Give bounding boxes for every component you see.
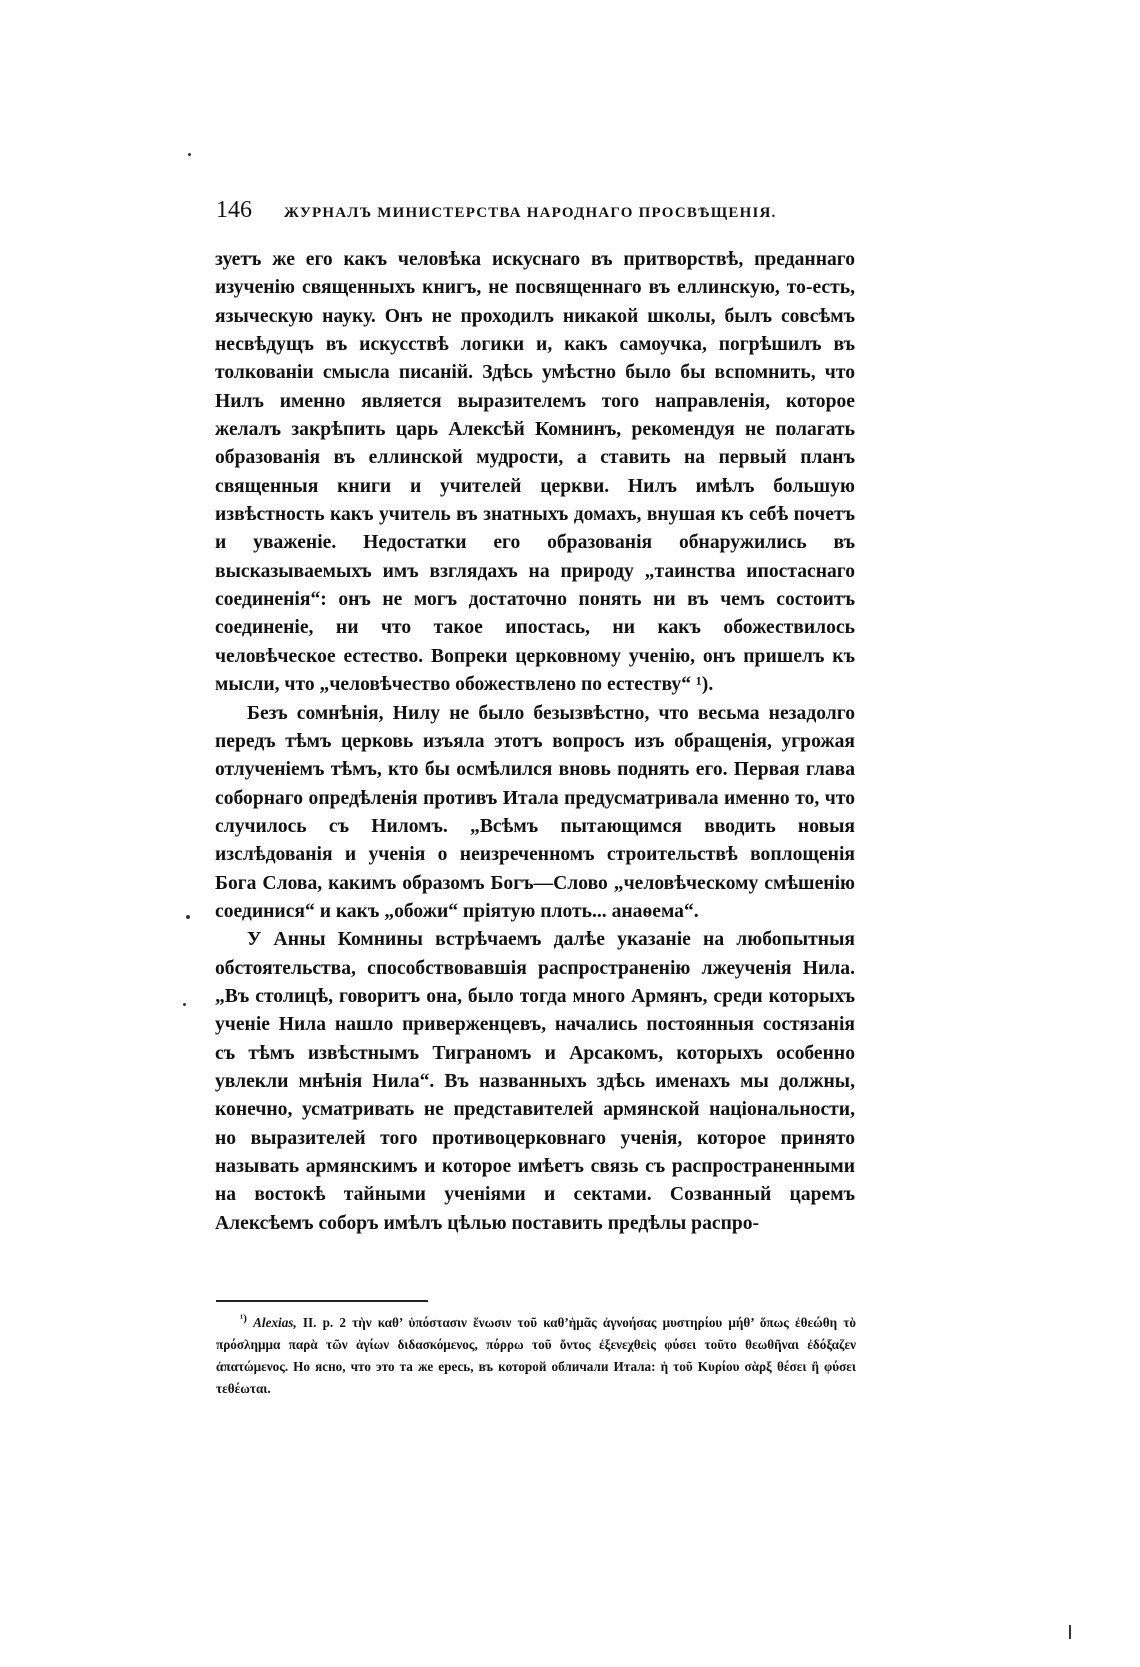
scan-speck	[186, 915, 190, 919]
paragraph-3: У Анны Комнины встрѣчаемъ далѣе указаніе на любопытныя обстоятельства, способствовавшія распространенію лжеученія Нила. „Въ столицѣ, говоритъ она, было тогда много Армянъ, среди которыхъ ученіе Нила нашло приверженцевъ, начались постоянныя состязанія съ тѣмъ извѣстнымъ Тиграномъ и Арсакомъ, которыхъ особенно увлекли мнѣнія Нила“. Въ названныхъ здѣсь именахъ мы должны, конечно, усматривать не представителей армянской національности, но выразителей того противоцерковнаго ученія, которое принято называть армянскимъ и которое имѣетъ связь съ распространенными на востокѣ тайными ученіями и сектами. Созванный царемъ Алексѣемъ соборъ имѣлъ цѣлью поставить предѣлы распро-	[215, 929, 855, 1234]
page-number: 146	[216, 197, 252, 223]
scan-speck	[1069, 1625, 1071, 1639]
scan-speck	[183, 1003, 186, 1006]
running-header	[216, 197, 854, 225]
footnote-source: Alexias,	[253, 1315, 297, 1330]
footnote-divider	[216, 1300, 428, 1302]
footnote	[216, 1312, 856, 1400]
scan-speck	[188, 153, 191, 156]
journal-title: ЖУРНАЛЪ МИНИСТЕРСТВА НАРОДНАГО ПРОСВѢЩЕНІЯ.	[284, 205, 777, 221]
paragraph-1: зуетъ же его какъ человѣка искуснаго въ притворствѣ, преданнаго изученію священныхъ книгъ, не посвященнаго въ еллинскую, то-есть, языческую науку. Онъ не проходилъ никакой школы, былъ совсѣмъ несвѣдущъ въ искусствѣ логики и, какъ самоучка, погрѣшилъ въ толкованіи смысла писаній. Здѣсь умѣстно было бы вспомнить, что Нилъ именно является выразителемъ того направленія, которое желалъ закрѣпить царь Алексѣй Комнинъ, рекомендуя не полагать образованія въ еллинской мудрости, а ставить на первый планъ священныя книги и учителей церкви. Нилъ имѣлъ большую извѣстность какъ учитель въ знатныхъ домахъ, внушая къ себѣ почетъ и уваженіе. Недостатки его образованія обнаружились въ высказываемыхъ имъ взглядахъ на природу „таинства ипостаснаго соединенія“: онъ не могъ достаточно понять ни въ чемъ состоитъ соединеніе, ни что такое ипостась, ни какъ обожествилось человѣческое естество. Вопреки церковному ученію, онъ пришелъ къ мысли, что „человѣчество обожествлено по естеству“ ¹).	[215, 249, 855, 696]
footnote-mark: ¹)	[240, 1312, 247, 1325]
footnote-text: II. p. 2 τὴν καθ’ ὑπόστασιν ἕνωσιν τοῦ καθ’ἡμᾶς ἀγνοήσας μυστηρίου μήθ’ ὅπως ἐθεώθη τὸ πρόσλημμα παρὰ τῶν ἁγίων διδασκόμενος, πόρρω τοῦ ὄντος ἐξενεχθεὶς φύσει τοῦτο θεωθῆναι ἐδόξαζεν ἀπατώμενος. Но ясно, что это та же ересь, въ которой обличали Итала: ἡ τοῦ Κυρίου σὰρξ θέσει ἢ φύσει τεθέωται.	[216, 1315, 856, 1396]
body-text	[215, 246, 855, 1238]
paragraph-2: Безъ сомнѣнія, Нилу не было безызвѣстно, что весьма незадолго передъ тѣмъ церковь изъяла этотъ вопросъ изъ обращенія, угрожая отлученіемъ тѣмъ, кто бы осмѣлился вновь поднять его. Первая глава соборнаго опредѣленія противъ Итала предусматривала именно то, что случилось съ Ниломъ. „Всѣмъ пытающимся вводить новыя изслѣдованія и ученія о неизреченномъ строительствѣ воплощенія Бога Слова, какимъ образомъ Богъ—Слово „человѣческому смѣшенію соединися“ и какъ „обожи“ пріятую плоть... анаѳема“.	[215, 702, 855, 922]
